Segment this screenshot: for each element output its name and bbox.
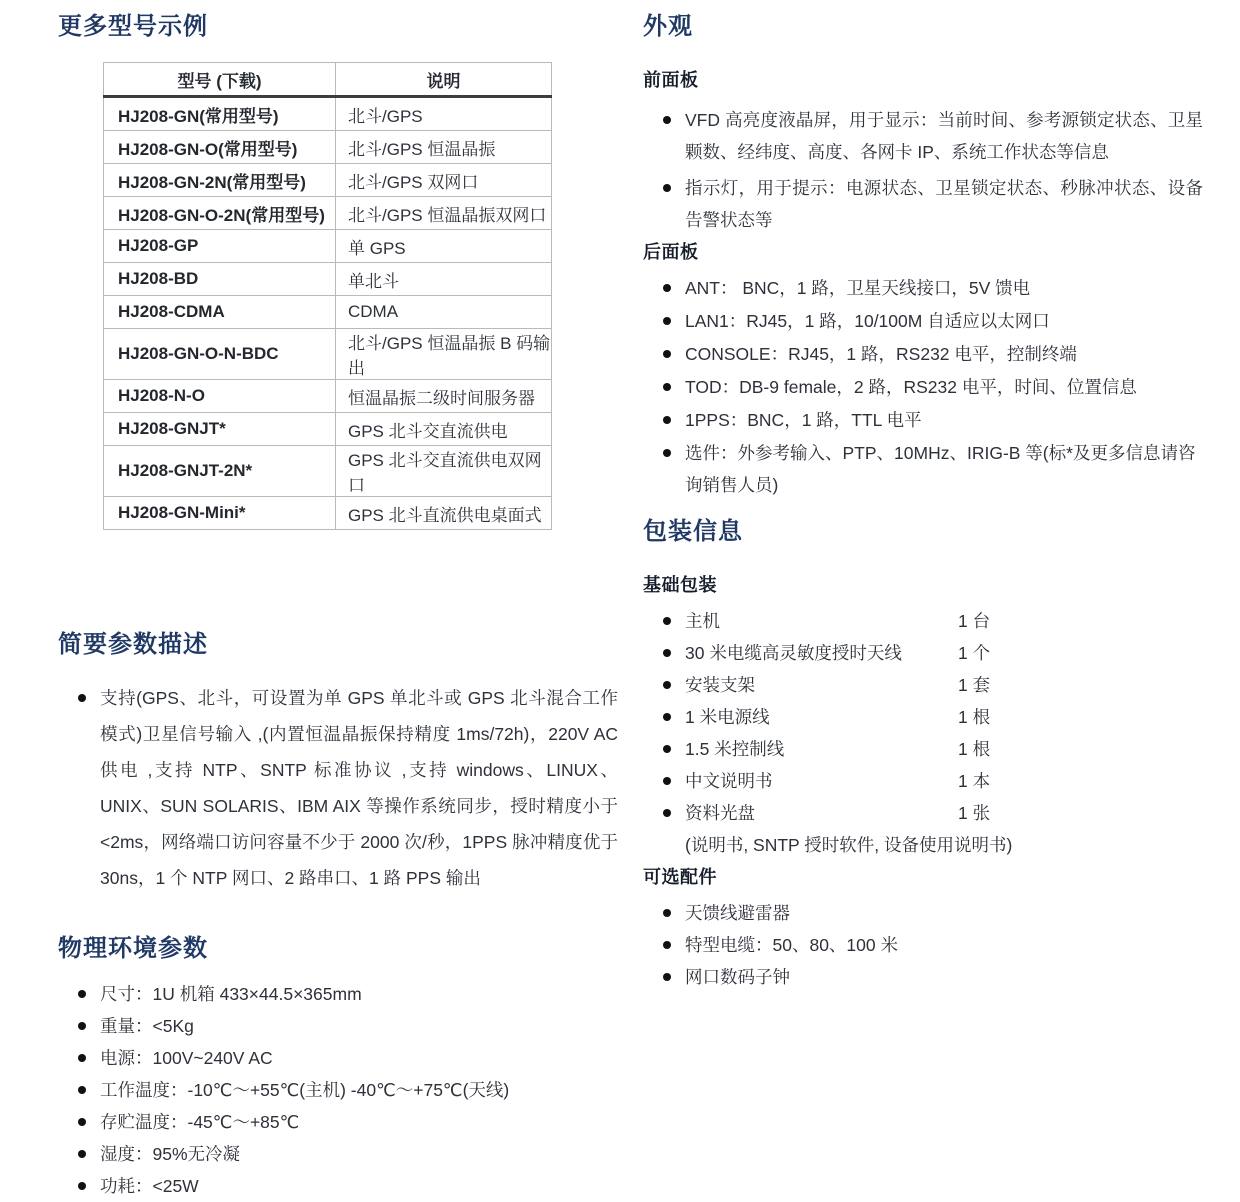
front-panel-list xyxy=(643,104,1203,236)
list-item xyxy=(58,680,618,896)
rear-panel-text: 1PPS：BNC，1 路，TTL 电平 xyxy=(685,410,922,430)
model-name: HJ208-GNJT* xyxy=(104,413,336,446)
bullet-icon xyxy=(663,383,671,391)
list-item xyxy=(643,305,1203,337)
list-item xyxy=(58,1074,618,1106)
bullet-icon xyxy=(663,416,671,424)
rear-panel-text: LAN1：RJ45，1 路，10/100M 自适应以太网口 xyxy=(685,311,1050,331)
bullet-icon xyxy=(663,350,671,358)
package-item-quantity: 1 本 xyxy=(958,771,991,791)
model-description: 北斗/GPS 恒温晶振双网口 xyxy=(336,197,552,230)
model-description: GPS 北斗交直流供电 xyxy=(336,413,552,446)
front-panel-text: VFD 高亮度液晶屏，用于显示：当前时间、参考源锁定状态、卫星颗数、经纬度、高度、各网卡 IP、系统工作状态等信息 xyxy=(685,110,1203,162)
basic-packaging-list xyxy=(643,605,1203,829)
model-description: 北斗/GPS 恒温晶振 xyxy=(336,131,552,164)
subsection-title-optional-accessories: 可选配件 xyxy=(643,867,717,887)
list-item xyxy=(643,669,1203,701)
left-column xyxy=(58,12,618,1202)
bullet-icon xyxy=(78,1182,86,1190)
list-item xyxy=(643,104,1203,168)
bullet-icon xyxy=(78,1150,86,1158)
list-item xyxy=(643,797,1203,829)
list-item xyxy=(643,637,1203,669)
physical-params-list xyxy=(58,978,618,1202)
list-item xyxy=(643,172,1203,236)
list-item xyxy=(58,1010,618,1042)
rear-panel-text: 选件：外参考输入、PTP、10MHz、IRIG-B 等(标*及更多信息请咨询销售人员) xyxy=(685,443,1196,495)
physical-param-text: 功耗：<25W xyxy=(100,1176,199,1196)
subsection-title-basic-packaging: 基础包装 xyxy=(643,575,717,595)
subsection-title-front-panel: 前面板 xyxy=(643,70,699,90)
rear-panel-text: ANT： BNC，1 路，卫星天线接口，5V 馈电 xyxy=(685,278,1031,298)
table-row xyxy=(104,131,552,164)
optional-accessory-text: 天馈线避雷器 xyxy=(685,903,790,923)
packaging-note: (说明书, SNTP 授时软件, 设备使用说明书) xyxy=(685,835,1013,855)
model-description: 北斗/GPS 恒温晶振 B 码输出 xyxy=(336,329,552,380)
package-item-quantity: 1 套 xyxy=(958,675,991,695)
bullet-icon xyxy=(663,777,671,785)
table-row xyxy=(104,230,552,263)
list-item xyxy=(643,371,1203,403)
package-item-quantity: 1 个 xyxy=(958,643,991,663)
rear-panel-list xyxy=(643,272,1203,501)
model-description: CDMA xyxy=(336,296,552,329)
package-item-quantity: 1 根 xyxy=(958,707,991,727)
model-name: HJ208-GN-O-2N(常用型号) xyxy=(104,197,336,230)
list-item xyxy=(643,338,1203,370)
package-item-label: 30 米电缆高灵敏度授时天线 xyxy=(685,643,902,663)
bullet-icon xyxy=(78,1054,86,1062)
bullet-icon xyxy=(663,184,671,192)
brief-params-text: 支持(GPS、北斗，可设置为单 GPS 单北斗或 GPS 北斗混合工作模式)卫星信号输入 ,(内置恒温晶振保持精度 1ms/72h)，220V AC 供电 ,支持 NTP、SNTP 标准协议 ,支持 windows、LINUX、UNIX、SUN SOLARIS、IBM AIX 等操作系统同步，授时精度小于<2ms，网络端口访问容量不少于 2000 次/秒，1PPS 脉冲精度优于 30ns，1 个 NTP 网口、2 路串口、1 路 PPS 输出 xyxy=(100,688,618,888)
model-description: 单 GPS xyxy=(336,230,552,263)
physical-param-text: 工作温度：-10℃～+55℃(主机) -40℃～+75℃(天线) xyxy=(100,1080,510,1100)
list-item xyxy=(643,404,1203,436)
bullet-icon xyxy=(663,909,671,917)
table-row xyxy=(104,497,552,530)
bullet-icon xyxy=(663,116,671,124)
bullet-icon xyxy=(663,649,671,657)
list-item xyxy=(643,929,1203,961)
optional-accessory-text: 特型电缆：50、80、100 米 xyxy=(685,935,898,955)
table-row xyxy=(104,164,552,197)
bullet-icon xyxy=(663,745,671,753)
model-description: 单北斗 xyxy=(336,263,552,296)
list-item xyxy=(58,978,618,1010)
table-row xyxy=(104,263,552,296)
bullet-icon xyxy=(663,317,671,325)
physical-param-text: 尺寸：1U 机箱 433×44.5×365mm xyxy=(100,984,362,1004)
model-description: 北斗/GPS 双网口 xyxy=(336,164,552,197)
right-column xyxy=(643,12,1203,993)
package-item-quantity: 1 张 xyxy=(958,803,991,823)
table-row xyxy=(104,197,552,230)
physical-param-text: 重量：<5Kg xyxy=(100,1016,194,1036)
model-name: HJ208-CDMA xyxy=(104,296,336,329)
section-title-appearance: 外观 xyxy=(643,13,693,40)
model-name: HJ208-N-O xyxy=(104,380,336,413)
model-name: HJ208-GN-O(常用型号) xyxy=(104,131,336,164)
table-header-row xyxy=(104,63,552,97)
list-item xyxy=(58,1042,618,1074)
list-item xyxy=(58,1106,618,1138)
table-row xyxy=(104,413,552,446)
model-name: HJ208-GN-2N(常用型号) xyxy=(104,164,336,197)
column-header-model: 型号 (下载) xyxy=(104,63,336,97)
model-name: HJ208-GNJT-2N* xyxy=(104,446,336,497)
package-item-label: 主机 xyxy=(685,611,720,631)
package-item-label: 资料光盘 xyxy=(685,803,755,823)
column-header-description: 说明 xyxy=(336,63,552,97)
bullet-icon xyxy=(663,941,671,949)
section-title-more-models: 更多型号示例 xyxy=(58,13,208,40)
package-item-label: 安装支架 xyxy=(685,675,755,695)
section-title-packaging: 包装信息 xyxy=(643,518,743,545)
table-row xyxy=(104,446,552,497)
package-item-label: 1.5 米控制线 xyxy=(685,739,785,759)
list-item xyxy=(643,765,1203,797)
list-item xyxy=(643,701,1203,733)
physical-param-text: 存贮温度：-45℃～+85℃ xyxy=(100,1112,300,1132)
bullet-icon xyxy=(663,713,671,721)
bullet-icon xyxy=(78,694,86,702)
list-item xyxy=(643,733,1203,765)
model-description: GPS 北斗交直流供电双网口 xyxy=(336,446,552,497)
model-name: HJ208-GN-O-N-BDC xyxy=(104,329,336,380)
list-item xyxy=(643,897,1203,929)
model-description: 恒温晶振二级时间服务器 xyxy=(336,380,552,413)
optional-accessory-text: 网口数码子钟 xyxy=(685,967,790,987)
package-item-label: 1 米电源线 xyxy=(685,707,770,727)
bullet-icon xyxy=(663,973,671,981)
physical-param-text: 电源：100V~240V AC xyxy=(100,1048,273,1068)
bullet-icon xyxy=(78,1022,86,1030)
package-item-quantity: 1 台 xyxy=(958,611,991,631)
model-description: GPS 北斗直流供电桌面式 xyxy=(336,497,552,530)
bullet-icon xyxy=(78,1118,86,1126)
model-name: HJ208-BD xyxy=(104,263,336,296)
section-title-physical-params: 物理环境参数 xyxy=(58,935,208,962)
model-name: HJ208-GN-Mini* xyxy=(104,497,336,530)
bullet-icon xyxy=(663,449,671,457)
model-description: 北斗/GPS xyxy=(336,97,552,131)
section-title-brief-params: 简要参数描述 xyxy=(58,631,208,658)
bullet-icon xyxy=(78,1086,86,1094)
package-item-label: 中文说明书 xyxy=(685,771,773,791)
front-panel-text: 指示灯，用于提示：电源状态、卫星锁定状态、秒脉冲状态、设备告警状态等 xyxy=(685,178,1203,230)
models-table xyxy=(103,62,552,530)
physical-param-text: 湿度：95%无冷凝 xyxy=(100,1144,241,1164)
bullet-icon xyxy=(663,681,671,689)
package-item-quantity: 1 根 xyxy=(958,739,991,759)
table-row xyxy=(104,296,552,329)
list-item xyxy=(643,437,1203,501)
bullet-icon xyxy=(663,284,671,292)
list-item xyxy=(643,961,1203,993)
bullet-icon xyxy=(663,617,671,625)
model-name: HJ208-GN(常用型号) xyxy=(104,97,336,131)
bullet-icon xyxy=(663,809,671,817)
list-item xyxy=(643,272,1203,304)
optional-accessories-list xyxy=(643,897,1203,993)
subsection-title-rear-panel: 后面板 xyxy=(643,242,699,262)
list-item xyxy=(58,1170,618,1202)
table-row xyxy=(104,380,552,413)
rear-panel-text: CONSOLE：RJ45，1 路，RS232 电平，控制终端 xyxy=(685,344,1077,364)
bullet-icon xyxy=(78,990,86,998)
rear-panel-text: TOD：DB-9 female，2 路，RS232 电平，时间、位置信息 xyxy=(685,377,1137,397)
brief-params-list xyxy=(58,680,618,896)
table-row xyxy=(104,97,552,131)
table-row xyxy=(104,329,552,380)
model-name: HJ208-GP xyxy=(104,230,336,263)
list-item xyxy=(643,605,1203,637)
list-item xyxy=(58,1138,618,1170)
